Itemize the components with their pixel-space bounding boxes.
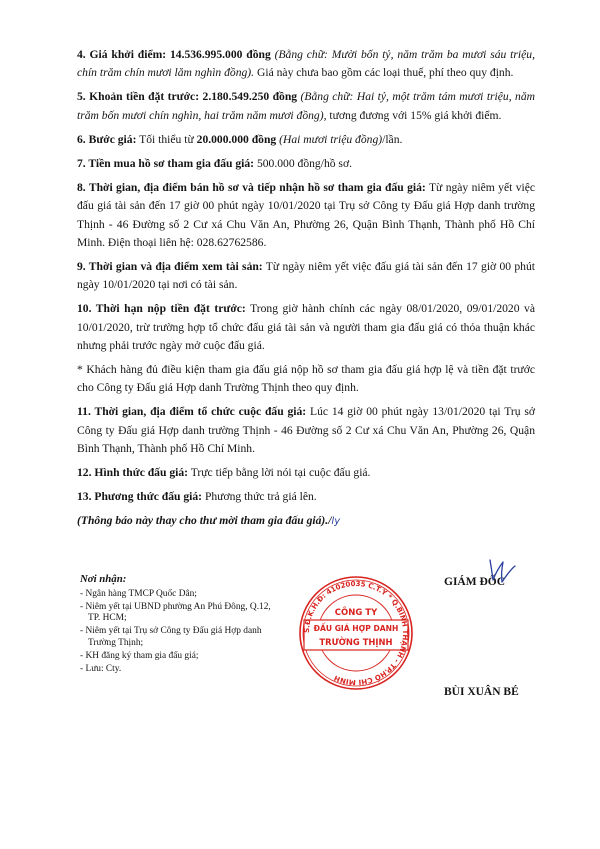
company-seal — [286, 574, 426, 692]
auction-notice-body — [77, 46, 535, 532]
item-auction-method: 13. Phương thức đấu giá: Phương thức trả giá lên. — [77, 490, 317, 504]
seal-ring-text: S.Đ.K.H.Đ: 41020035 C.T.Y * Q.BÌNH THẠNH - TP.HỒ CHÍ MINH — [302, 579, 410, 687]
item-auction-form: 12. Hình thức đấu giá: Trực tiếp bằng lời nói tại cuộc đấu giá. — [77, 466, 371, 480]
closing-note: (Thông báo này thay cho thư mời tham gia đấu giá)./ly — [77, 514, 341, 528]
initial-mark: ly — [331, 516, 341, 528]
seal-line-3: TRƯỜNG THỊNH — [319, 637, 393, 647]
item-starting-price: 4. Giá khởi điểm: 14.536.995.000 đồng (Bằng chữ: Mười bốn tỷ, năm trăm ba mươi sáu triệu, chín trăm chín mươi lăm nghìn đồng). Giá này chưa bao gồm các loại thuế, phí theo quy định. — [77, 48, 535, 80]
signature-mark — [482, 556, 522, 588]
signer-name: BÙI XUÂN BÉ — [444, 686, 519, 698]
recipient-item: - Lưu: Cty. — [80, 663, 122, 674]
recipients-block — [80, 574, 280, 676]
item-deposit-deadline: 10. Thời hạn nộp tiền đặt trước: Trong giờ hành chính các ngày 08/01/2020, 09/01/2020 và 10/01/2020, trừ trường hợp tổ chức đấu giá tài sản và người tham gia đấu giá có thỏa thuận khác nhưng phải trước ngày mở cuộc đấu giá. — [77, 302, 535, 352]
recipient-item: - Niêm yết tại UBND phường An Phú Đông, Q.12, TP. HCM; — [80, 601, 271, 624]
recipients-heading: Nơi nhận: — [80, 573, 127, 585]
item-dossier-fee: 7. Tiền mua hồ sơ tham gia đấu giá: 500.000 đồng/hồ sơ. — [77, 157, 352, 171]
seal-line-1: CÔNG TY — [334, 608, 378, 618]
item-bid-step: 6. Bước giá: Tối thiểu từ 20.000.000 đồng (Hai mươi triệu đồng)/lần. — [77, 132, 403, 146]
item-dossier-sale: 8. Thời gian, địa điểm bán hồ sơ và tiếp nhận hồ sơ tham gia đấu giá: Từ ngày niêm yết việc đấu giá tài sản đến 17 giờ 00 phút ngày 10/01/2020 tại Trụ sở Công ty Đấu giá Hợp danh trường Thịnh - 46 Đường số 2 Cư xá Chu Văn An, Phường 26, Quận Bình Thạnh, Thành phố Hồ Chí Minh. Điện thoại liên hệ: 028.62762586. — [77, 181, 536, 249]
seal-line-2: ĐẤU GIÁ HỢP DANH — [313, 624, 399, 633]
recipient-item: - Ngân hàng TMCP Quốc Dân; — [80, 588, 197, 599]
item-asset-viewing: 9. Thời gian và địa điểm xem tài sản: Từ ngày niêm yết việc đấu giá tài sản đến 17 giờ 00 phút ngày 10/01/2020 tại nơi có tài sản. — [77, 260, 535, 292]
item-eligibility-note: * Khách hàng đủ điều kiện tham gia đấu giá nộp hồ sơ tham gia đấu giá hợp lệ và tiền đặt trước cho Công ty Đấu giá Hợp danh Trường Thịnh theo quy định. — [77, 363, 535, 395]
recipient-item: - KH đăng ký tham gia đấu giá; — [80, 650, 199, 661]
signer-title: GIÁM ĐỐC — [444, 576, 506, 588]
item-deposit: 5. Khoản tiền đặt trước: 2.180.549.250 đồng (Bằng chữ: Hai tỷ, một trăm tám mươi triệu, năm trăm bốn mươi chín nghìn, hai trăm năm mươi đồng), tương đương với 15% giá khởi điểm. — [77, 90, 536, 122]
item-auction-venue: 11. Thời gian, địa điểm tổ chức cuộc đấu giá: Lúc 14 giờ 00 phút ngày 13/01/2020 tại Trụ sở Công ty Đấu giá Hợp danh trường Thịnh - 46 Đường số 2 Cư xá Chu Văn An, Phường 26, Quận Bình Thạnh, Thành phố Hồ Chí Minh. — [77, 405, 535, 455]
recipient-item: - Niêm yết tại Trụ sở Công ty Đấu giá Hợp danh Trường Thịnh; — [80, 626, 262, 648]
